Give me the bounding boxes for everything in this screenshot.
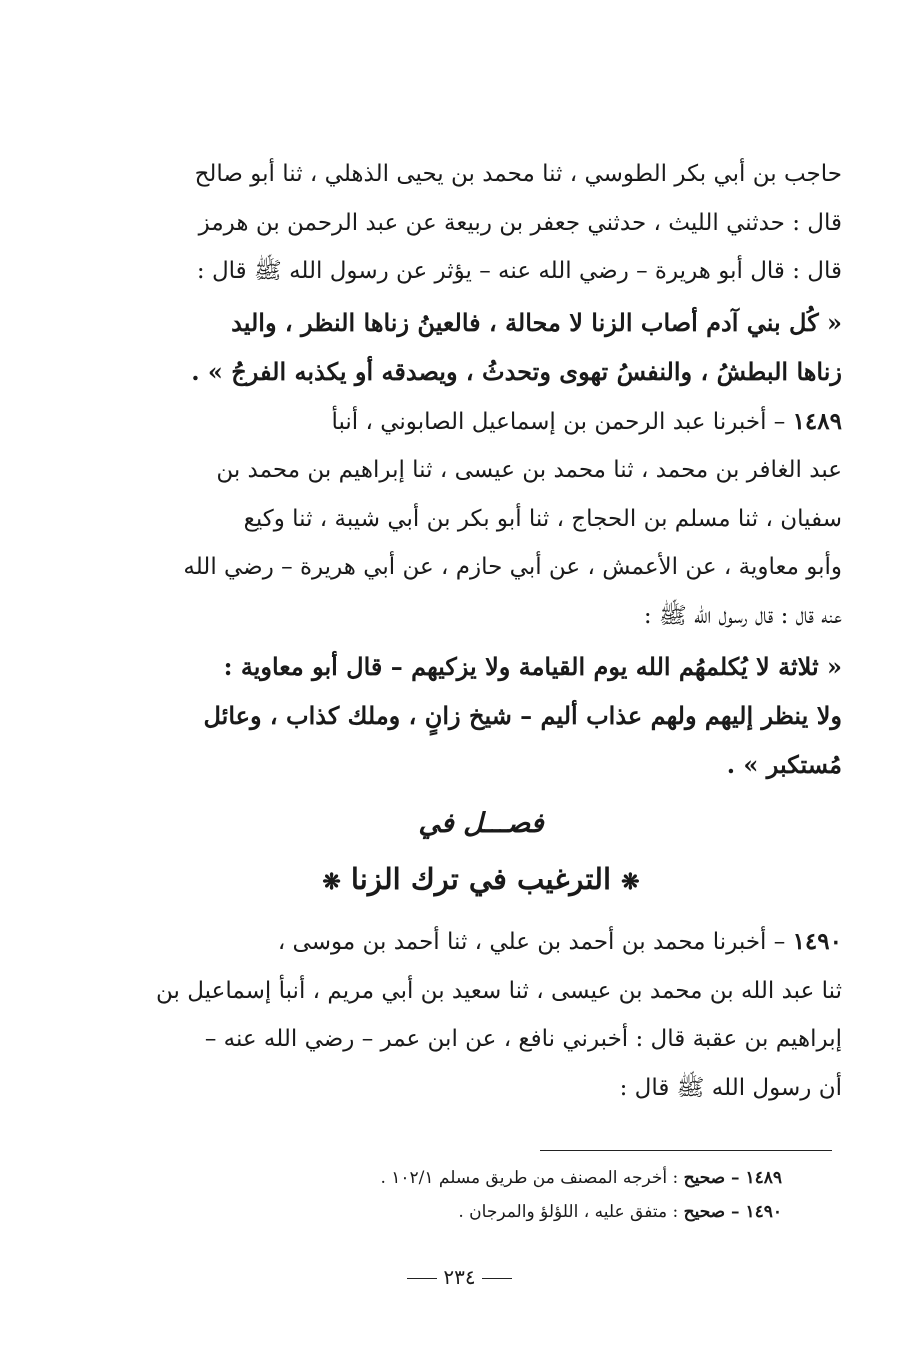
dash-left — [407, 1278, 437, 1279]
paragraph-line: وأبو معاوية ، عن الأعمش ، عن أبي حازم ، عن أبي هريرة – رضي الله — [183, 554, 842, 580]
intro-paragraph — [120, 150, 842, 296]
hadith-line: « ثلاثة لا يُكلمهُم الله يوم القيامة ولا يزكيهم – قال أبو معاوية : — [223, 652, 842, 681]
intro-line: قال : حدثني الليث ، حدثني جعفر بن ربيعة عن عبد الرحمن بن هرمز — [198, 209, 842, 236]
footnote-divider — [540, 1150, 832, 1151]
paragraph-line: – أخبرنا عبد الرحمن بن إسماعيل الصابوني ، أنبأ — [331, 408, 786, 435]
dash-right — [482, 1278, 512, 1279]
hadith-text — [120, 642, 842, 789]
hadith-number: ١٤٨٩ — [792, 407, 842, 435]
intro-line: حاجب بن أبي بكر الطوسي ، ثنا محمد بن يحيى الذهلي ، ثنا أبو صالح — [194, 161, 842, 187]
paragraph-line: ثنا عبد الله بن محمد بن عيسى ، ثنا سعيد بن أبي مريم ، أنبأ إسماعيل بن — [156, 977, 842, 1004]
page-number-text: ٢٣٤ — [443, 1265, 476, 1289]
star-ornament-icon: ❋ — [621, 869, 640, 895]
footnote — [120, 1195, 832, 1229]
footnote-label: ١٤٨٩ – صحيح — [683, 1168, 782, 1188]
section-title — [120, 849, 842, 912]
paragraph-line: سفيان ، ثنا مسلم بن الحجاج ، ثنا أبو بكر بن أبي شيبة ، ثنا وكيع — [243, 505, 842, 532]
paragraph-line: عبد الغافر بن محمد ، ثنا محمد بن عيسى ، ثنا إبراهيم بن محمد بن — [216, 457, 842, 483]
hadith-number: ١٤٩٠ — [792, 928, 842, 955]
footnote-text: : أخرجه المصنف من طريق مسلم ١٠٢/١ . — [380, 1168, 679, 1188]
hadith-1490-paragraph — [120, 918, 842, 1112]
section-title-text: الترغيب في ترك الزنا — [350, 862, 612, 896]
section-heading: فصـــل في — [418, 808, 544, 839]
hadith-line: زناها البطشُ ، والنفسُ تهوى وتحدثُ ، ويصدقه أو يكذبه الفرجُ » . — [191, 356, 842, 386]
hadith-line: ولا ينظر إليهم ولهم عذاب أليم – شيخ زانٍ ، وملك كذاب ، وعائل — [203, 701, 842, 730]
intro-line: قال : قال أبو هريرة – رضي الله عنه – يؤثر عن رسول الله ﷺ قال : — [196, 258, 842, 284]
paragraph-line: أن رسول الله ﷺ قال : — [619, 1074, 842, 1101]
hadith-1489-paragraph — [120, 398, 842, 641]
paragraph-line: – أخبرنا محمد بن أحمد بن علي ، ثنا أحمد بن موسى ، — [277, 929, 786, 955]
hadith-line: « كُل بني آدم أصاب الزنا لا محالة ، فالعينُ زناها النظر ، واليد — [231, 307, 842, 337]
footnotes — [120, 1150, 832, 1229]
page-number — [0, 1262, 919, 1292]
page-body — [120, 150, 842, 1114]
footnote — [120, 1161, 832, 1195]
footnote-text: : متفق عليه ، اللؤلؤ والمرجان . — [458, 1202, 679, 1222]
paragraph-line: إبراهيم بن عقبة قال : أخبرني نافع ، عن ابن عمر – رضي الله عنه – — [204, 1026, 842, 1052]
hadith-text — [120, 298, 842, 396]
paragraph-line: عنه قال : قال رسول الله ﷺ : — [643, 602, 842, 629]
footnote-label: ١٤٩٠ – صحيح — [683, 1202, 782, 1222]
hadith-line: مُستكبر » . — [726, 750, 842, 779]
star-ornament-icon: ❋ — [322, 869, 341, 895]
